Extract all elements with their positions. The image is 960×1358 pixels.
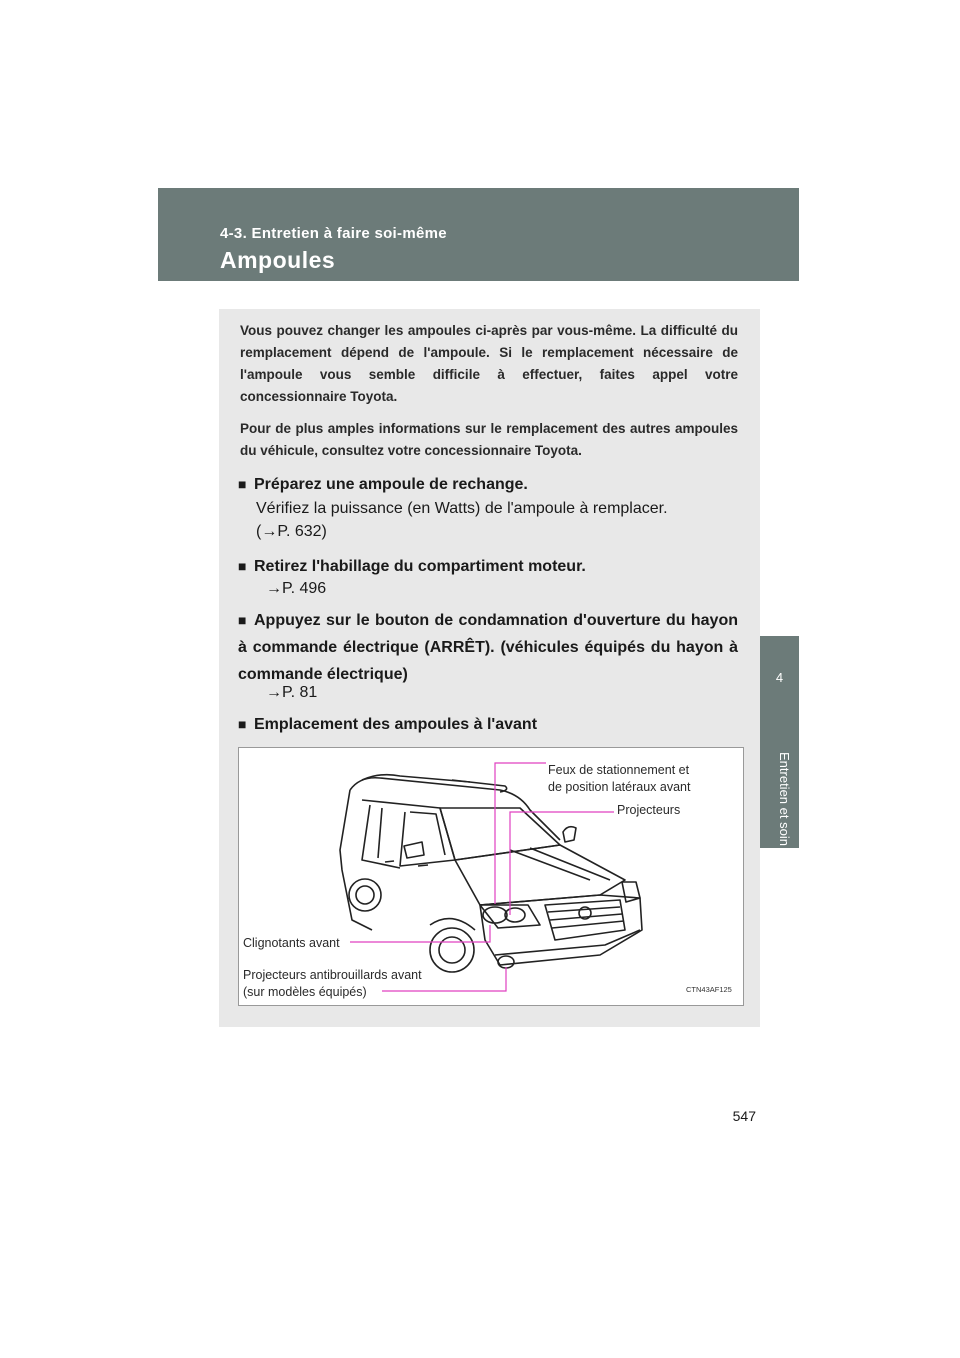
spare-bulb-text: Vérifiez la puissance (en Watts) de l'ampoule à remplacer.	[256, 500, 668, 517]
heading-engine-cover-text: Retirez l'habillage du compartiment moteur.	[254, 558, 586, 575]
callout-parking-lights-line1: Feux de stationnement et	[548, 763, 690, 777]
callout-parking-lights	[548, 762, 690, 796]
square-bullet-icon: ■	[238, 558, 247, 574]
chapter-number: 4	[775, 670, 784, 685]
callout-turn-signals: Clignotants avant	[243, 936, 340, 950]
spare-bulb-page-ref: (→P. 632)	[256, 523, 327, 540]
intro-paragraph-1: Vous pouvez changer les ampoules ci-après par vous-même. La difficulté du remplacement dépend de l'ampoule. Si le remplacement nécessaire de l'ampoule vous semble difficile à effectuer, faites appel votre concessionnaire Toyota.	[240, 323, 738, 404]
power-door-page-ref: →P. 81	[266, 684, 318, 701]
engine-cover-page-ref: →P. 496	[266, 580, 327, 597]
callout-fog-lights-line2: (sur modèles équipés)	[243, 985, 367, 999]
callout-headlights: Projecteurs	[617, 803, 681, 817]
callout-fog-lights	[243, 967, 422, 1001]
intro-paragraph-2: Pour de plus amples informations sur le remplacement des autres ampoules du véhicule, consultez votre concessionnaire Toyota.	[240, 421, 738, 458]
heading-front-bulb-locations-text: Emplacement des ampoules à l'avant	[254, 716, 538, 733]
square-bullet-icon: ■	[238, 716, 247, 732]
callout-fog-lights-line1: Projecteurs antibrouillards avant	[243, 968, 422, 982]
page-title: Ampoules	[220, 247, 336, 273]
callout-parking-lights-line2: de position latéraux avant	[548, 780, 691, 794]
square-bullet-icon: ■	[238, 612, 247, 628]
figure-code: CTN43AF125	[686, 985, 732, 994]
chapter-label: Entretien et soin	[777, 752, 792, 846]
square-bullet-icon: ■	[238, 476, 247, 492]
heading-power-door-lock-text: Appuyez sur le bouton de condamnation d'ouverture du hayon à commande électrique (ARRÊT). (véhicules équipés du hayon à commande électrique)	[238, 612, 738, 683]
heading-spare-bulb-text: Préparez une ampoule de rechange.	[254, 476, 528, 493]
section-label: 4-3. Entretien à faire soi-même	[220, 225, 447, 242]
page-number: 547	[732, 1108, 756, 1124]
